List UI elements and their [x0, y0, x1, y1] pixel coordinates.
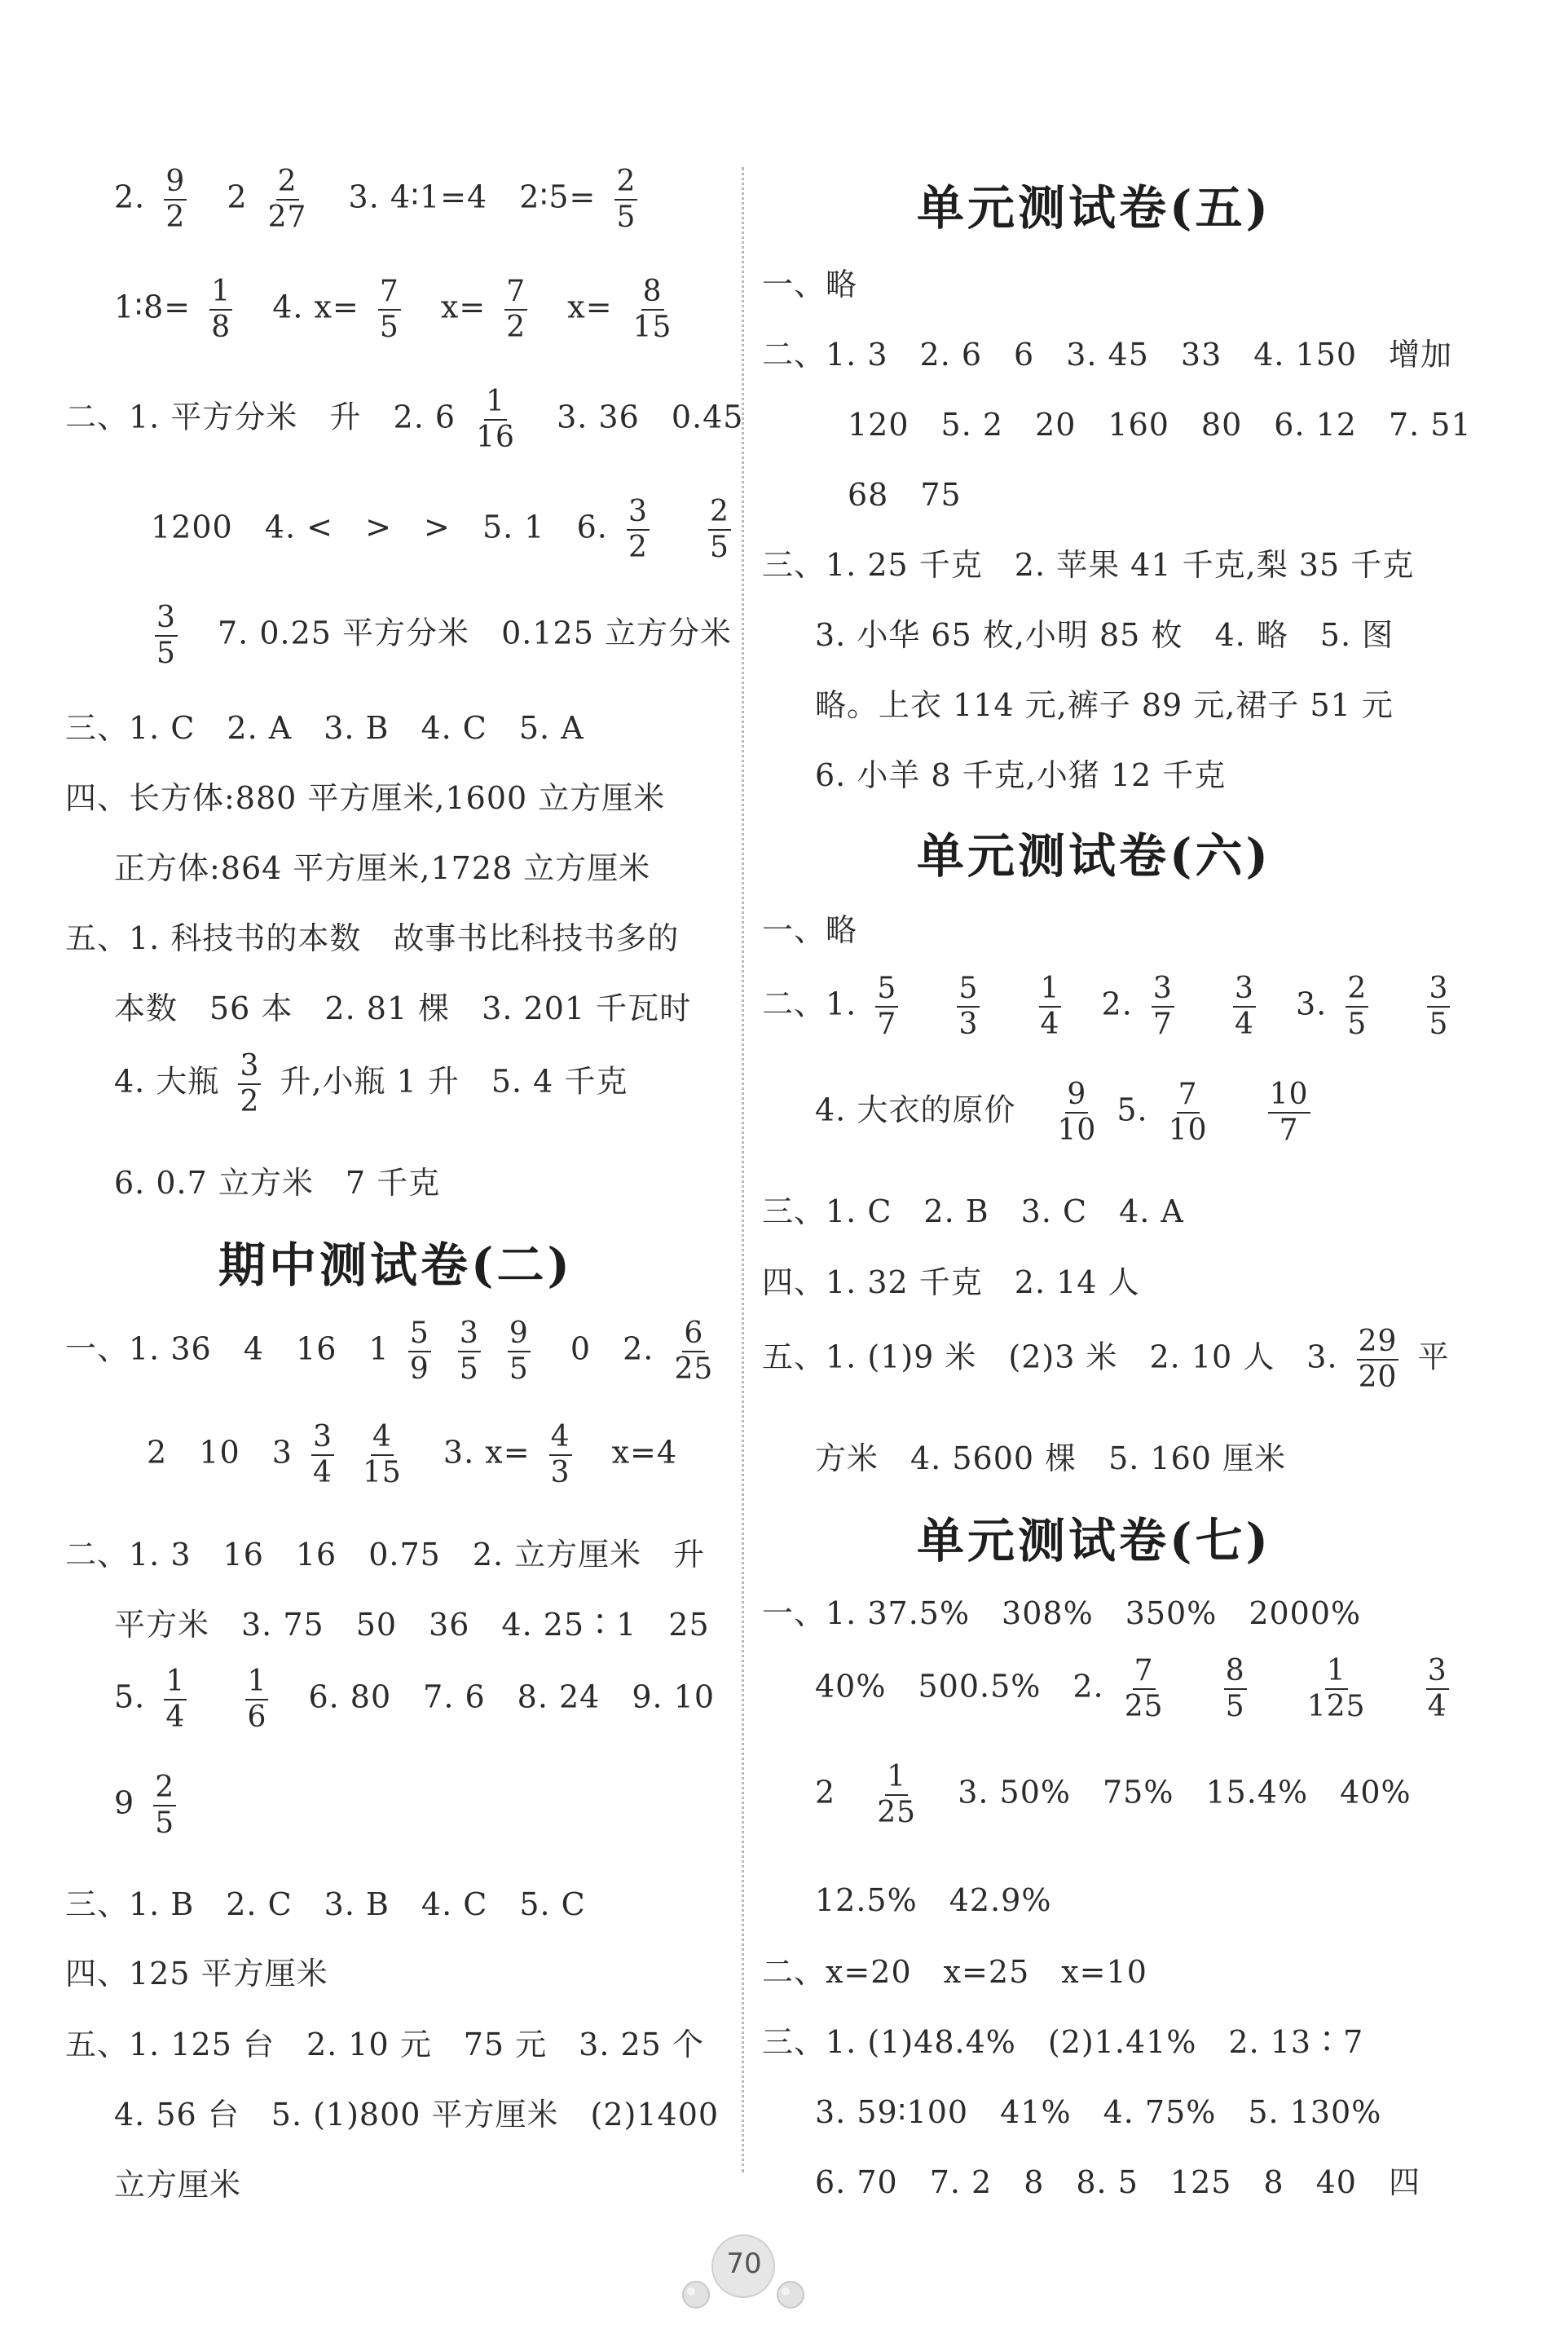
fraction: $\frac{3}{2}$: [240, 1049, 260, 1118]
fraction: $\frac{1}{4}$: [165, 1665, 186, 1734]
fraction: $\frac{2}{5}$: [616, 165, 636, 234]
fraction: $\frac{3}{4}$: [1427, 1654, 1447, 1723]
fraction: $\frac{7}{5}$: [379, 275, 399, 344]
answer-line: 平方米 3. 75 50 36 4. 25∶1 25: [114, 1607, 710, 1643]
fraction: $\frac{5}{3}$: [958, 972, 979, 1041]
fraction: $\frac{6}{25}$: [674, 1317, 714, 1386]
answer-line: 四、长方体:880 平方厘米,1600 立方厘米: [65, 780, 666, 816]
answer-line: 一、1. 36 4 16 1 $\frac{5}{9}$ $\frac{3}{5}$ $\frac{9}{5}$ 0 2. $\frac{6}{25}$: [65, 1317, 714, 1386]
fraction: $\frac{1}{16}$: [476, 385, 515, 454]
fraction: $\frac{1}{25}$: [877, 1760, 917, 1829]
answer-line: 三、1. C 2. B 3. C 4. A: [762, 1193, 1184, 1229]
fraction: $\frac{4}{15}$: [363, 1420, 402, 1489]
answer-line: 一、略: [762, 267, 858, 302]
fraction: $\frac{9}{2}$: [165, 165, 186, 234]
answer-line: 1∶8= $\frac{1}{8}$ 4. x= $\frac{7}{5}$ x= $\frac{7}{2}$ x= $\frac{8}{15}$: [114, 275, 672, 344]
fraction: $\frac{7}{25}$: [1124, 1654, 1164, 1723]
column-divider: [742, 167, 744, 2172]
answer-line: 6. 70 7. 2 8 8. 5 125 8 40 四: [815, 2164, 1420, 2200]
answer-line: 9 $\frac{2}{5}$: [114, 1771, 175, 1840]
fraction: $\frac{8}{5}$: [1225, 1654, 1245, 1723]
fraction: $\frac{9}{10}$: [1057, 1078, 1097, 1147]
answer-line: 1200 4. < > > 5. 1 6. $\frac{3}{2}$ $\frac{2}{5}$: [151, 495, 729, 564]
answer-line: 二、x=20 x=25 x=10: [762, 1954, 1147, 1990]
answer-line: 3. 59∶100 41% 4. 75% 5. 130%: [815, 2094, 1382, 2130]
answer-line: 二、1. 3 2. 6 6 3. 45 33 4. 150 增加: [762, 337, 1453, 373]
fraction: $\frac{4}{3}$: [550, 1420, 570, 1489]
answer-line: 五、1. 125 台 2. 10 元 75 元 3. 25 个: [65, 2027, 704, 2062]
fraction: $\frac{1}{6}$: [247, 1665, 267, 1734]
answer-line: 正方体:864 平方厘米,1728 立方厘米: [114, 850, 651, 886]
answer-line: 二、1. $\frac{5}{7}$ $\frac{5}{3}$ $\frac{1}{4}$ 2. $\frac{3}{7}$ $\frac{3}{4}$ 3. $\frac{2}{5}$ $\frac{3}{5}$: [762, 972, 1449, 1041]
section-heading: 单元测试卷(七): [917, 1513, 1271, 1568]
answer-line: 本数 56 本 2. 81 棵 3. 201 千瓦时: [114, 990, 692, 1026]
page-number: 70: [726, 2247, 762, 2280]
answer-line: 三、1. 25 千克 2. 苹果 41 千克,梨 35 千克: [762, 547, 1415, 583]
answer-line: $\frac{3}{5}$ 7. 0.25 平方分米 0.125 立方分米: [156, 601, 732, 670]
fraction: $\frac{3}{7}$: [1152, 972, 1173, 1041]
answer-line: 一、1. 37.5% 308% 350% 2000%: [762, 1595, 1362, 1631]
answer-line: 12.5% 42.9%: [815, 1882, 1052, 1918]
fraction: $\frac{2}{5}$: [710, 495, 729, 564]
answer-line: 二、1. 3 16 16 0.75 2. 立方厘米 升: [65, 1537, 706, 1572]
answer-line: 2 10 3 $\frac{3}{4}$ $\frac{4}{15}$ 3. x= $\frac{4}{3}$ x=4: [147, 1420, 678, 1489]
answer-line: 三、1. B 2. C 3. B 4. C 5. C: [65, 1886, 586, 1922]
fraction: $\frac{7}{10}$: [1168, 1078, 1208, 1147]
answer-line: 四、125 平方厘米: [65, 1956, 328, 1992]
fraction: $\frac{1}{4}$: [1040, 972, 1060, 1041]
fraction: $\frac{7}{2}$: [506, 275, 526, 344]
answer-line: 4. 大瓶 $\frac{3}{2}$ 升,小瓶 1 升 5. 4 千克: [114, 1049, 628, 1118]
answer-line: 二、1. 平方分米 升 2. 6 $\frac{1}{16}$ 3. 36 0.45: [65, 385, 744, 454]
fraction: $\frac{8}{15}$: [632, 275, 672, 344]
answer-line: 五、1. 科技书的本数 故事书比科技书多的: [65, 920, 680, 956]
fraction: $\frac{3}{4}$: [313, 1420, 333, 1489]
answer-line: 2. $\frac{9}{2}$ 2 $\frac{2}{27}$ 3. 4∶1=4 2∶5= $\frac{2}{5}$: [114, 165, 636, 234]
fraction: $\frac{1}{8}$: [211, 275, 231, 344]
section-heading: 单元测试卷(五): [917, 180, 1271, 236]
answer-line: 四、1. 32 千克 2. 14 人: [762, 1264, 1140, 1300]
answer-line: 略。上衣 114 元,裤子 89 元,裙子 51 元: [815, 687, 1394, 723]
fraction: $\frac{5}{9}$: [409, 1317, 429, 1386]
answer-line: 立方厘米: [114, 2167, 242, 2203]
fraction: $\frac{10}{7}$: [1269, 1078, 1309, 1147]
answer-line: 6. 0.7 立方米 7 千克: [114, 1165, 441, 1201]
answer-line: 4. 56 台 5. (1)800 平方厘米 (2)1400: [114, 2097, 720, 2133]
answer-line: 2 $\frac{1}{25}$ 3. 50% 75% 15.4% 40%: [815, 1760, 1412, 1829]
answer-line: 40% 500.5% 2. $\frac{7}{25}$ $\frac{8}{5}$ $\frac{1}{125}$ $\frac{3}{4}$: [815, 1654, 1447, 1723]
fraction: $\frac{2}{5}$: [155, 1771, 175, 1840]
fraction: $\frac{3}{5}$: [156, 601, 176, 670]
answer-line: 6. 小羊 8 千克,小猪 12 千克: [815, 757, 1227, 793]
answer-line: 5. $\frac{1}{4}$ $\frac{1}{6}$ 6. 80 7. 6 8. 24 9. 10: [114, 1665, 716, 1734]
fraction: $\frac{2}{27}$: [267, 165, 307, 234]
fraction: $\frac{29}{20}$: [1358, 1325, 1398, 1394]
fraction: $\frac{3}{5}$: [459, 1317, 479, 1386]
answer-line: 三、1. C 2. A 3. B 4. C 5. A: [65, 710, 584, 746]
answer-line: 120 5. 2 20 160 80 6. 12 7. 51: [848, 407, 1472, 443]
answer-line: 三、1. (1)48.4% (2)1.41% 2. 13∶7: [762, 2024, 1364, 2060]
answer-line: 一、略: [762, 912, 858, 948]
fraction: $\frac{1}{125}$: [1306, 1654, 1366, 1723]
fraction: $\frac{5}{7}$: [877, 972, 897, 1041]
fraction: $\frac{3}{5}$: [1429, 972, 1449, 1041]
section-heading: 期中测试卷(二): [218, 1237, 573, 1293]
fraction: $\frac{3}{4}$: [1235, 972, 1254, 1041]
answer-line: 4. 大衣的原价 $\frac{9}{10}$ 5. $\frac{7}{10}$ $\frac{10}{7}$: [815, 1078, 1309, 1147]
answer-line: 3. 小华 65 枚,小明 85 枚 4. 略 5. 图: [815, 617, 1394, 653]
fraction: $\frac{2}{5}$: [1347, 972, 1368, 1041]
fraction: $\frac{3}{2}$: [628, 495, 648, 564]
answer-line: 方米 4. 5600 棵 5. 160 厘米: [815, 1440, 1287, 1476]
fraction: $\frac{9}{5}$: [509, 1317, 529, 1386]
answer-line: 68 75: [848, 477, 962, 513]
section-heading: 单元测试卷(六): [917, 828, 1271, 884]
answer-line: 五、1. (1)9 米 (2)3 米 2. 10 人 3. $\frac{29}{20}$ 平: [762, 1325, 1450, 1394]
